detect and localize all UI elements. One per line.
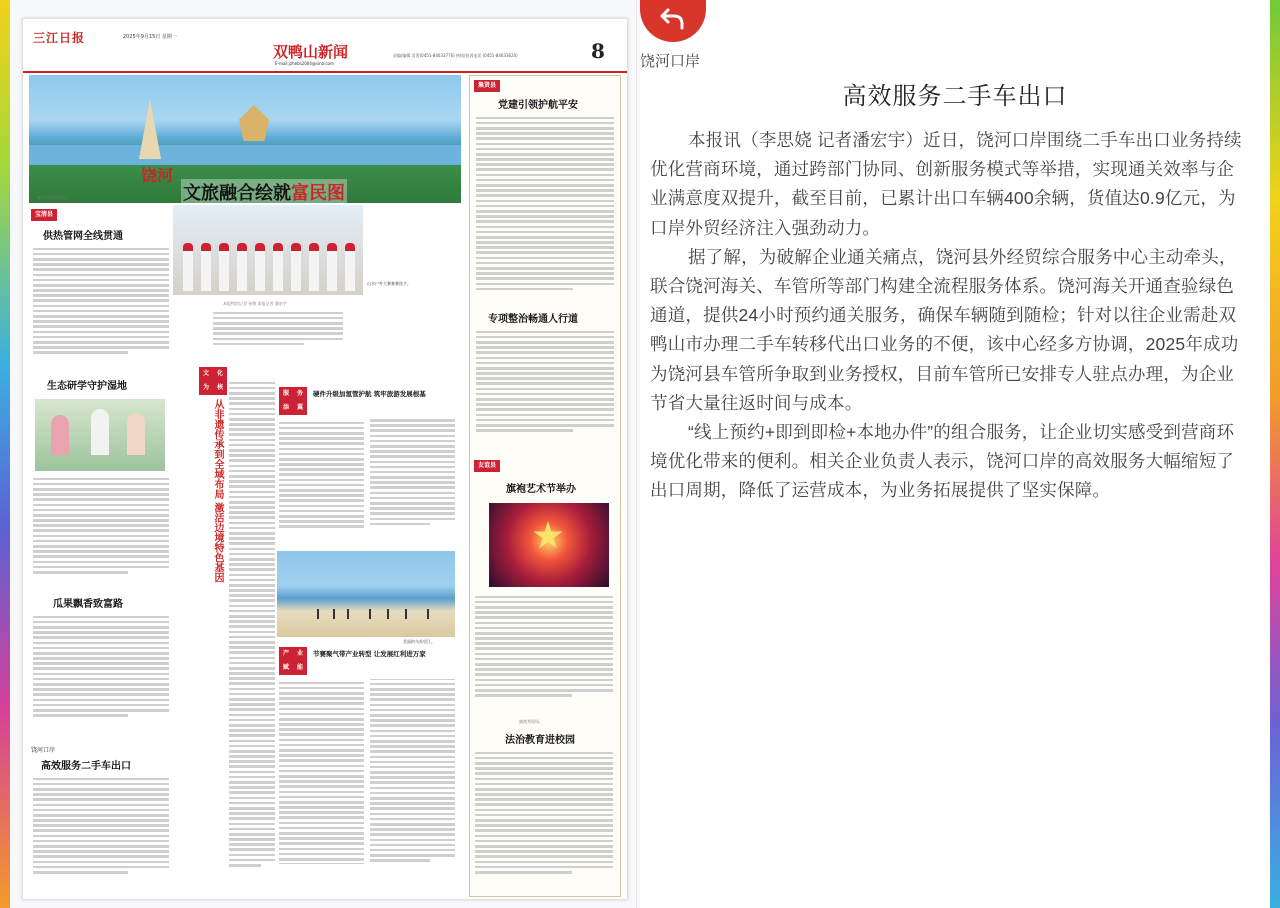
article-paragraph-2: 据了解，为破解企业通关痛点，饶河县外经贸综合服务中心主动牵头，联合饶河海关、车管所等部门构建全流程服务体系。饶河海关开通查验绿色通道，提供24小时预约通关服务，确保车辆随到随检；针对以往企业需赴双鸭山市办理二手车转移代出口业务的不便，该中心经多方协调，2025年成功为饶河县车管所争取到业务授权，目前车管所已安排专人驻点办理，为企业节省大量往返时间与成本。 bbox=[650, 246, 1239, 413]
page-number: 8 bbox=[591, 39, 605, 63]
article-paragraph-1: 本报讯（李思娆 记者潘宏宇）近日，饶河口岸围绕二手车出口业务持续优化营商环境，通过跨部门协同、创新服务模式等举措，实现通关效率与企业满意度双提升，截至目前，已累计出口车辆400余辆，货值达0.9亿元，为口岸外贸经济注入强劲动力。 bbox=[650, 130, 1242, 238]
crowd-photo-caption: 山水户外大赛参赛选手。 bbox=[367, 281, 411, 286]
industry-article-block bbox=[279, 679, 455, 893]
county-label-jixian: 集贤县 bbox=[474, 80, 500, 92]
hero-lake bbox=[29, 145, 461, 165]
headline-melon: 瓜果飘香致富路 bbox=[53, 599, 123, 610]
article-title: 高效服务二手车出口 bbox=[842, 83, 1068, 110]
stage-star-prop bbox=[533, 521, 563, 551]
service-article-block bbox=[279, 419, 455, 545]
left-decorative-border bbox=[0, 0, 10, 908]
county-label-baoqing: 宝清县 bbox=[31, 209, 57, 221]
section-title: 双鸭山新闻 bbox=[273, 43, 349, 61]
service-headline: 硬件升级加氢管护航 筑牢旅游发展根基 bbox=[313, 390, 426, 398]
industry-tag-1: 产 bbox=[279, 647, 293, 661]
editor-email: E-mail:jzhebs2004@sina.com bbox=[275, 61, 334, 66]
back-button[interactable] bbox=[640, 0, 706, 42]
industry-tag-2: 业 bbox=[293, 647, 307, 661]
panel-divider bbox=[636, 0, 637, 908]
service-tag-1: 服 bbox=[279, 387, 293, 401]
industry-tag-3: 赋 bbox=[279, 661, 293, 675]
issue-date: 2025年9月15日 星期一 bbox=[123, 34, 177, 40]
headline-used-car: 高效服务二手车出口 bbox=[41, 761, 131, 772]
article-panel bbox=[640, 0, 1270, 908]
industry-tag-4: 能 bbox=[293, 661, 307, 675]
headline-law-education: 法治教育进校园 bbox=[505, 735, 575, 746]
vertical-headline: 从非遗传承到全域布局 激活边境特色基因 bbox=[212, 399, 223, 583]
culture-article-column bbox=[229, 379, 275, 889]
article-paragraph-3: “线上预约+即到即检+本地办件”的组合服务，让企业切实感受到营商环境优化带来的便利。相关企业负责人表示，饶河口岸的高效服务大幅缩短了出口周期，降低了运营成本，为业务拓展提供了坚实保障。 bbox=[650, 422, 1235, 501]
lead-text-block bbox=[213, 309, 343, 379]
service-tag-4: 翼 bbox=[293, 401, 307, 415]
article-block-sidewalk bbox=[476, 328, 614, 448]
article-block-used-car bbox=[33, 775, 169, 893]
culture-tag-2: 化 bbox=[213, 367, 227, 381]
article-block-heating bbox=[33, 245, 169, 373]
newspaper-page-image[interactable] bbox=[22, 18, 628, 900]
headline-sidewalk: 专项整治畅通人行道 bbox=[488, 314, 578, 325]
service-tag-3: 添 bbox=[279, 401, 293, 415]
headline-heating: 供热管网全线贯通 bbox=[43, 231, 123, 242]
hero-photo bbox=[29, 75, 461, 203]
stage-performance-photo bbox=[489, 503, 609, 587]
service-tag-2: 务 bbox=[293, 387, 307, 401]
county-label-youyi: 友谊县 bbox=[474, 460, 500, 472]
headline-party-building: 党建引领护航平安 bbox=[498, 100, 578, 111]
lead-byline: 本报特约记者 孙敬 本报记者 潘宏宇 bbox=[223, 301, 287, 306]
article-source-label: 饶河口岸 bbox=[640, 53, 701, 70]
article-block-law-education bbox=[475, 749, 613, 891]
headline-qipao: 旗袍艺术节举办 bbox=[506, 484, 576, 495]
article-block-wetland bbox=[33, 475, 169, 593]
county-label-raohe: 饶河口岸 bbox=[31, 747, 56, 754]
hero-headline: 文旅融合绘就富民图 bbox=[181, 179, 347, 203]
culture-tag-3: 为 bbox=[199, 381, 213, 395]
article-body bbox=[650, 126, 1250, 506]
stage-photo-caption: 旗袍秀现场。 bbox=[519, 719, 543, 724]
beach-photo-caption: 美丽的乌苏里江。 bbox=[403, 639, 435, 644]
newspaper-masthead bbox=[23, 19, 627, 73]
industry-headline: 节赛聚气带产业转型 让发展红利进万家 bbox=[313, 650, 426, 658]
culture-tag-4: 核 bbox=[213, 381, 227, 395]
headline-wetland: 生态研学守护湿地 bbox=[47, 381, 127, 392]
crowd-photo bbox=[173, 205, 363, 295]
hero-kicker: 饶河 bbox=[141, 166, 174, 185]
culture-tag-1: 文 bbox=[199, 367, 213, 381]
right-decorative-border bbox=[1270, 0, 1280, 908]
article-block-party-building bbox=[476, 114, 614, 314]
hotline-info: 责编/编辑 雷菁(0451-84633776) 热线/投诉电话 (0451-84633620) bbox=[393, 53, 518, 58]
newspaper-logo: 三江日报 bbox=[33, 31, 86, 45]
river-beach-photo bbox=[277, 551, 455, 637]
article-block-melon bbox=[33, 613, 169, 741]
article-block-qipao bbox=[475, 593, 613, 713]
hero-monument bbox=[139, 99, 161, 159]
hero-photo-caption: 秦岭风情旅游园区。 bbox=[37, 195, 73, 200]
wetland-photo bbox=[35, 399, 165, 471]
hero-pavilion bbox=[239, 105, 269, 141]
back-arrow-icon bbox=[658, 4, 688, 34]
